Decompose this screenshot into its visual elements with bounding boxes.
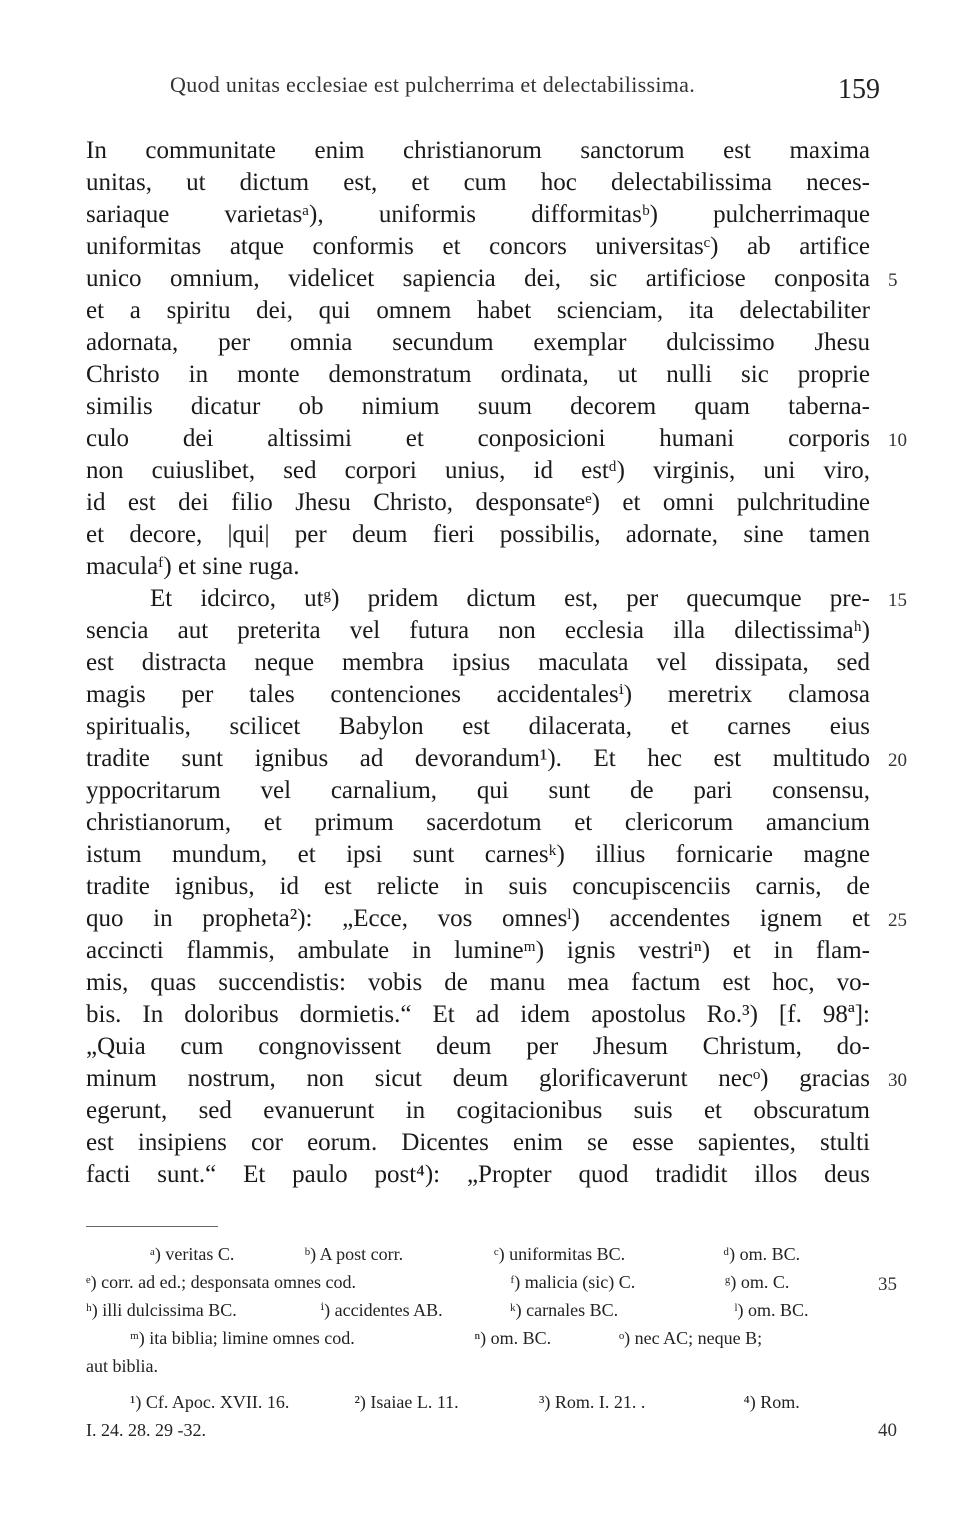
text-line: „Quia cum congnovissent deum per Jhesum Christum, do- <box>86 1033 870 1060</box>
text-line: similis dicatur ob nimium suum decorem quam taberna- <box>86 393 870 420</box>
text-line: uniformitas atque conformis et concors universitasᶜ) ab artifice <box>86 233 870 260</box>
text-line: facti sunt.“ Et paulo post⁴): „Propter quod tradidit illos deus <box>86 1161 870 1188</box>
footnote: ᵐ) ita biblia; limine omnes cod. <box>130 1328 355 1348</box>
line-number: 5 <box>888 270 898 291</box>
footnote-line <box>150 1242 870 1266</box>
text-line: culo dei altissimi et conposicioni humani corporis <box>86 425 870 452</box>
text-line: spiritualis, scilicet Babylon est dilacerata, et carnes eius <box>86 713 870 740</box>
line-number: 15 <box>888 590 907 611</box>
text-line: yppocritarum vel carnalium, qui sunt de pari consensu, <box>86 777 870 804</box>
text-line: est insipiens cor eorum. Dicentes enim se esse sapientes, stulti <box>86 1129 870 1156</box>
text-line: tradite ignibus, id est relicte in suis concupiscenciis carnis, de <box>86 873 870 900</box>
text-line: bis. In doloribus dormietis.“ Et ad idem apostolus Ro.³) [f. 98ª]: <box>86 1001 870 1028</box>
footnote: ⁿ) om. BC. <box>474 1328 552 1348</box>
footnote: ²) Isaiae L. 11. <box>354 1392 459 1412</box>
line-number: 20 <box>888 750 907 771</box>
text-line: christianorum, et primum sacerdotum et clericorum amancium <box>86 809 870 836</box>
footnote: ᶠ) malicia (sic) C. <box>510 1272 636 1292</box>
page-number: 159 <box>838 74 880 105</box>
text-line: magis per tales contenciones accidentalesⁱ) meretrix clamosa <box>86 681 870 708</box>
text-line: Christo in monte demonstratum ordinata, ut nulli sic proprie <box>86 361 870 388</box>
footnote: ᵇ) A post corr. <box>304 1244 404 1264</box>
footnote: ʰ) illi dulcissima BC. <box>86 1300 237 1320</box>
footnote: ⁱ) accidentes AB. <box>320 1300 443 1320</box>
footnote: ᶜ) uniformitas BC. <box>494 1244 626 1264</box>
text-line: et a spiritu dei, qui omnem habet scienciam, ita delectabiliter <box>86 297 870 324</box>
footnote-separator <box>86 1226 218 1227</box>
text-line: accincti flammis, ambulate in lumineᵐ) ignis vestriⁿ) et in flam- <box>86 937 870 964</box>
text-line: maculaᶠ) et sine ruga. <box>86 553 300 580</box>
footnote-line <box>86 1270 870 1294</box>
footnote: ᵉ) corr. ad ed.; desponsata omnes cod. <box>86 1272 357 1292</box>
text-line: non cuiuslibet, sed corpori unius, id estᵈ) virginis, uni viro, <box>86 457 870 484</box>
text-line: egerunt, sed evanuerunt in cogitacionibus suis et obscuratum <box>86 1097 870 1124</box>
footnote: ᵏ) carnales BC. <box>510 1300 619 1320</box>
line-number: 30 <box>888 1070 907 1091</box>
line-number: 40 <box>878 1420 897 1441</box>
line-number: 25 <box>888 910 907 931</box>
line-number: 10 <box>888 430 907 451</box>
text-line: quo in propheta²): „Ecce, vos omnesˡ) accendentes ignem et <box>86 905 870 932</box>
text-line: et decore, |qui| per deum fieri possibilis, adornate, sine tamen <box>86 521 870 548</box>
footnote: ⁴) Rom. <box>743 1392 800 1412</box>
text-line: sencia aut preterita vel futura non ecclesia illa dilectissimaʰ) <box>86 617 870 644</box>
text-line: est distracta neque membra ipsius maculata vel dissipata, sed <box>86 649 870 676</box>
footnote: I. 24. 28. 29 -32. <box>86 1420 206 1440</box>
text-line: unitas, ut dictum est, et cum hoc delectabilissima neces- <box>86 169 870 196</box>
text-line: In communitate enim christianorum sanctorum est maxima <box>86 137 870 164</box>
text-line: Et idcirco, utᵍ) pridem dictum est, per quecumque pre- <box>150 585 870 612</box>
text-line: unico omnium, videlicet sapiencia dei, sic artificiose conposita <box>86 265 870 292</box>
footnote: ᵒ) nec AC; neque B; <box>619 1328 763 1348</box>
footnote: ˡ) om. BC. <box>734 1300 809 1320</box>
text-line: id est dei filio Jhesu Christo, desponsateᵉ) et omni pulchritudine <box>86 489 870 516</box>
footnote-line <box>86 1354 870 1378</box>
footnote: ¹) Cf. Apoc. XVII. 16. <box>130 1392 290 1412</box>
text-line: mis, quas succendistis: vobis de manu mea factum est hoc, vo- <box>86 969 870 996</box>
footnote-line <box>130 1390 870 1414</box>
footnote-line <box>86 1298 870 1322</box>
text-line: istum mundum, et ipsi sunt carnesᵏ) illius fornicarie magne <box>86 841 870 868</box>
text-line: minum nostrum, non sicut deum glorificaverunt necᵒ) gracias <box>86 1065 870 1092</box>
footnote: aut biblia. <box>86 1356 158 1376</box>
footnote: ³) Rom. I. 21. . <box>539 1392 646 1412</box>
running-head: Quod unitas ecclesiae est pulcherrima et delectabilissima. <box>170 72 696 97</box>
text-line: sariaque varietasᵃ), uniformis difformitasᵇ) pulcherrimaque <box>86 201 870 228</box>
footnote: ᵍ) om. C. <box>725 1272 790 1292</box>
footnote-line <box>130 1326 870 1350</box>
text-line: adornata, per omnia secundum exemplar dulcissimo Jhesu <box>86 329 870 356</box>
footnote: ᵈ) om. BC. <box>723 1244 801 1264</box>
text-line: tradite sunt ignibus ad devorandum¹). Et hec est multitudo <box>86 745 870 772</box>
footnote: ᵃ) veritas C. <box>150 1244 235 1264</box>
line-number: 35 <box>878 1274 897 1295</box>
footnote-line <box>86 1418 870 1442</box>
